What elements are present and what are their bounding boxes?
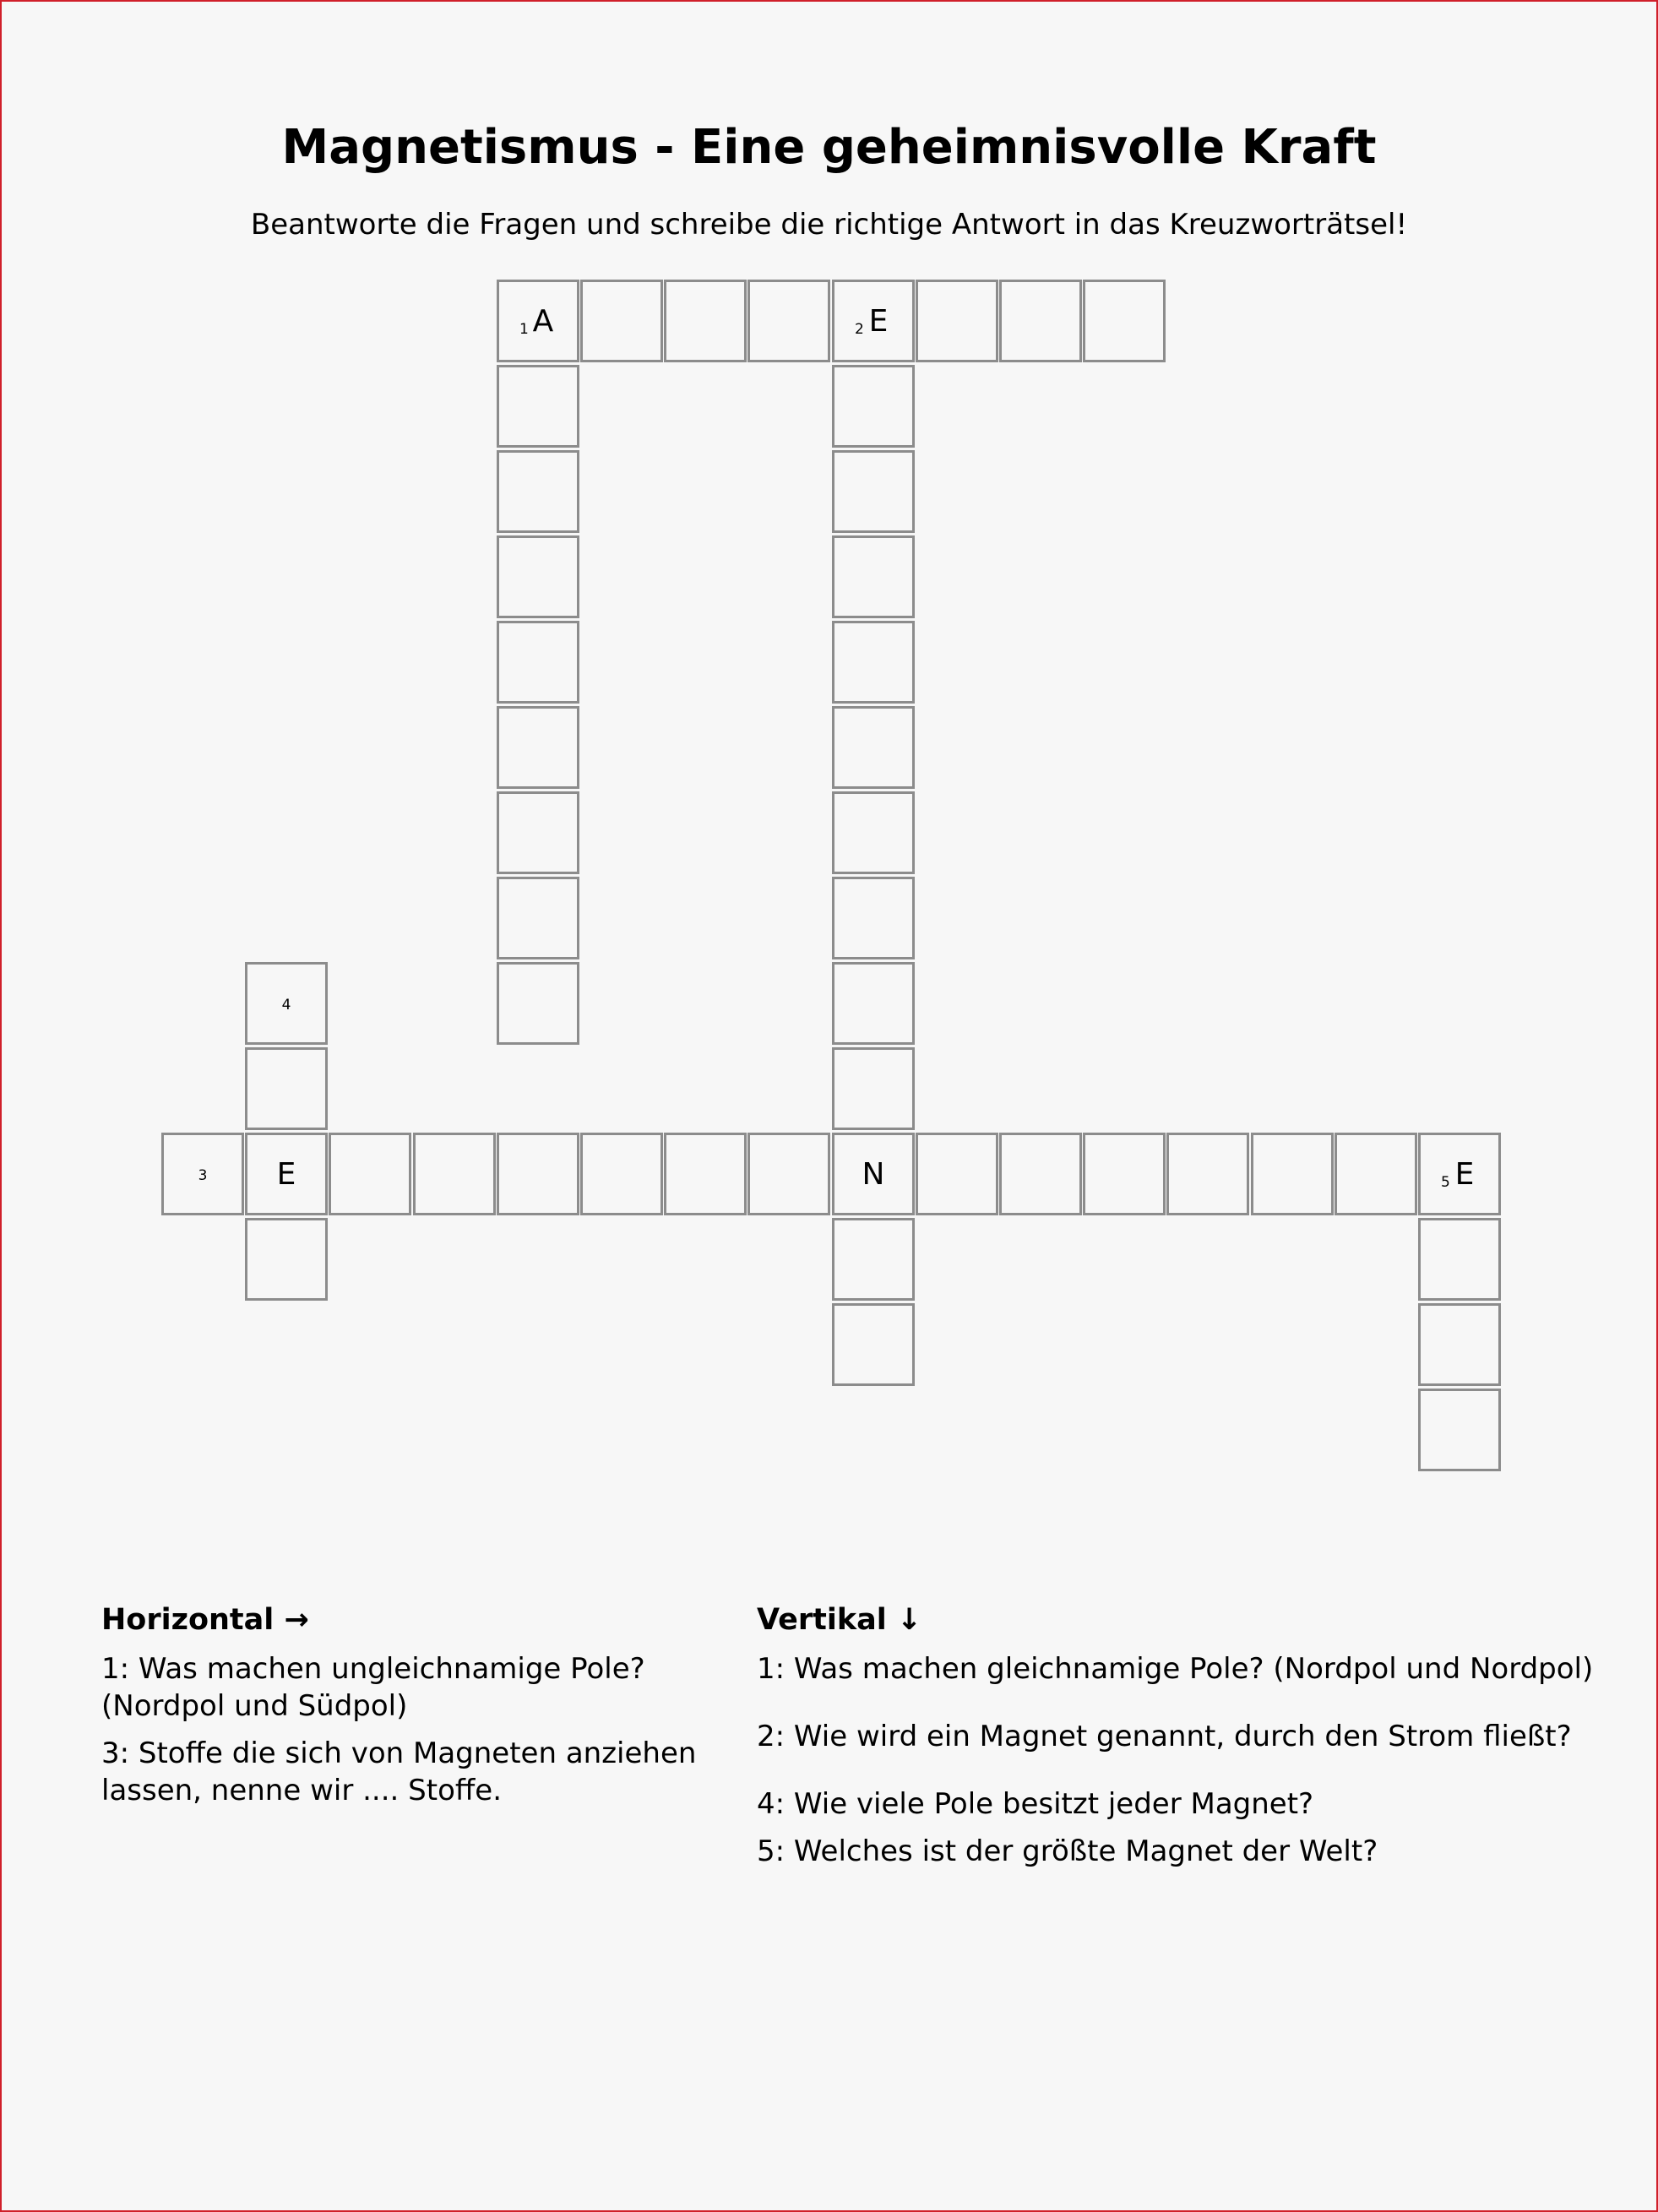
crossword-cell[interactable] xyxy=(664,280,747,362)
horizontal-heading: Horizontal → xyxy=(101,1603,309,1637)
crossword-cell[interactable] xyxy=(1418,1389,1501,1471)
crossword-cell[interactable] xyxy=(497,706,579,789)
crossword-cell[interactable] xyxy=(245,962,328,1045)
crossword-cell[interactable] xyxy=(832,791,915,874)
crossword-cell[interactable] xyxy=(1418,1133,1501,1215)
crossword-cell[interactable] xyxy=(1335,1133,1417,1215)
crossword-cell[interactable] xyxy=(497,280,579,362)
crossword-cell[interactable] xyxy=(747,280,830,362)
crossword-cell[interactable] xyxy=(245,1218,328,1301)
crossword-cell[interactable] xyxy=(1083,1133,1166,1215)
crossword-cell[interactable] xyxy=(1251,1133,1334,1215)
crossword-cell[interactable] xyxy=(1418,1218,1501,1301)
vertical-clue-4: 4: Wie viele Pole besitzt jeder Magnet? xyxy=(757,1787,1314,1821)
horizontal-clue-1: 1: Was machen ungleichnamige Pole? (Nordpol und Südpol) xyxy=(101,1652,645,1723)
crossword-cell[interactable] xyxy=(245,1047,328,1130)
crossword-cell[interactable] xyxy=(832,877,915,959)
crossword-cell[interactable] xyxy=(999,1133,1082,1215)
cell-letter: E xyxy=(868,303,889,339)
crossword-cell[interactable] xyxy=(497,1133,579,1215)
horizontal-clues xyxy=(101,1601,709,1819)
horizontal-clue-3: 3: Stoffe die sich von Magneten anziehen lassen, nenne wir .... Stoffe. xyxy=(101,1736,697,1807)
crossword-cell[interactable] xyxy=(832,450,915,533)
crossword-cell[interactable] xyxy=(832,962,915,1045)
crossword-cell[interactable] xyxy=(580,280,663,362)
instructions: Beantworte die Fragen und schreibe die richtige Antwort in das Kreuzworträtsel! xyxy=(250,208,1408,242)
crossword-cell[interactable] xyxy=(832,1303,915,1386)
crossword-cell[interactable] xyxy=(580,1133,663,1215)
crossword-cell[interactable] xyxy=(832,621,915,704)
crossword-cell[interactable] xyxy=(497,877,579,959)
vertical-heading: Vertikal ↓ xyxy=(757,1603,922,1637)
crossword-cell[interactable] xyxy=(832,1047,915,1130)
crossword-cell[interactable] xyxy=(497,962,579,1045)
clue-number: 5 xyxy=(1441,1174,1450,1191)
crossword-cell[interactable] xyxy=(1418,1303,1501,1386)
vertical-clue-2: 2: Wie wird ein Magnet genannt, durch den Strom fließt? xyxy=(757,1720,1572,1753)
crossword-cell[interactable] xyxy=(832,365,915,448)
vertical-clue-1: 1: Was machen gleichnamige Pole? (Nordpol und Nordpol) xyxy=(757,1652,1594,1686)
crossword-cell[interactable] xyxy=(1083,280,1166,362)
vertical-clue-5: 5: Welches ist der größte Magnet der Welt? xyxy=(757,1834,1378,1868)
clue-number: 2 xyxy=(855,321,864,338)
crossword-cell[interactable] xyxy=(161,1133,244,1215)
cell-letter: E xyxy=(276,1156,296,1192)
cell-letter: N xyxy=(862,1156,885,1192)
crossword-cell[interactable] xyxy=(1166,1133,1249,1215)
crossword-cell[interactable] xyxy=(832,1133,915,1215)
page-title: Magnetismus - Eine geheimnisvolle Kraft xyxy=(281,120,1377,175)
crossword-cell[interactable] xyxy=(832,280,915,362)
clue-number: 4 xyxy=(281,997,291,1014)
crossword-cell[interactable] xyxy=(832,1218,915,1301)
crossword-cell[interactable] xyxy=(664,1133,747,1215)
vertical-clues xyxy=(757,1601,1601,1880)
crossword-cell[interactable] xyxy=(916,280,998,362)
crossword-cell[interactable] xyxy=(245,1133,328,1215)
crossword-cell[interactable] xyxy=(916,1133,998,1215)
crossword-cell[interactable] xyxy=(497,365,579,448)
clue-number: 3 xyxy=(198,1167,208,1184)
cell-letter: E xyxy=(1454,1156,1475,1192)
crossword-cell[interactable] xyxy=(832,706,915,789)
crossword-cell[interactable] xyxy=(497,791,579,874)
crossword-cell[interactable] xyxy=(832,535,915,618)
crossword-cell[interactable] xyxy=(747,1133,830,1215)
cell-letter: A xyxy=(532,303,554,339)
clue-number: 1 xyxy=(519,321,529,338)
crossword-cell[interactable] xyxy=(497,535,579,618)
crossword-cell[interactable] xyxy=(497,450,579,533)
crossword-cell[interactable] xyxy=(413,1133,496,1215)
crossword-cell[interactable] xyxy=(999,280,1082,362)
crossword-cell[interactable] xyxy=(329,1133,411,1215)
crossword-cell[interactable] xyxy=(497,621,579,704)
